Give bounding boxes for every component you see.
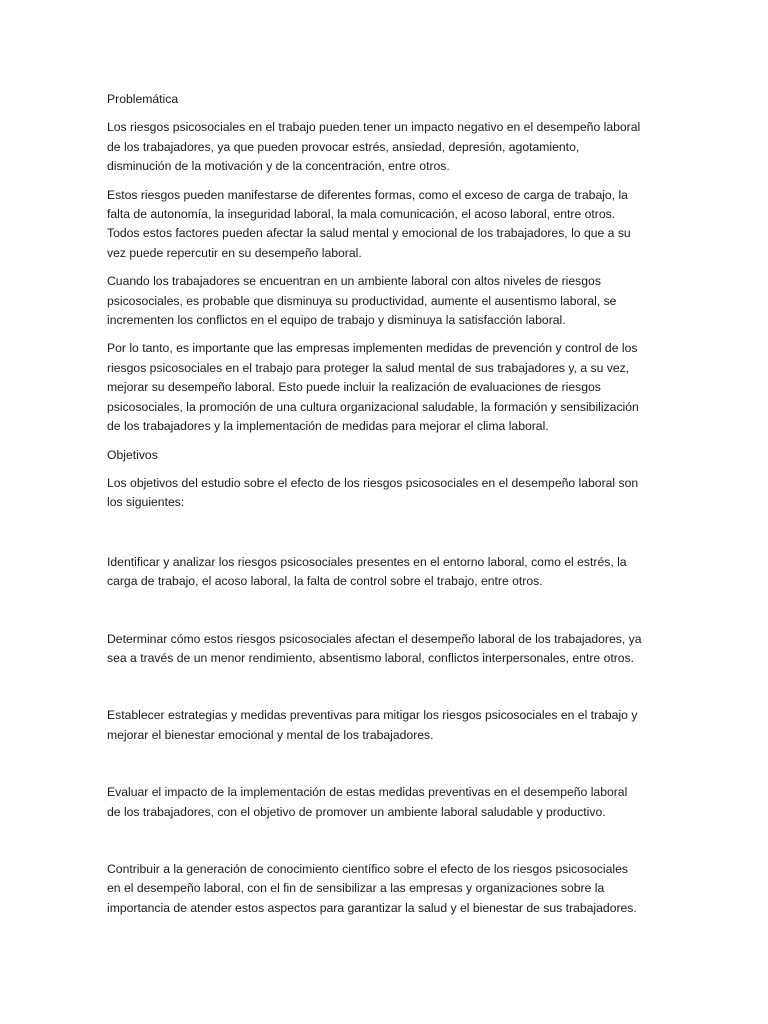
heading-objetivos: Objetivos [107,447,158,462]
objective-item-2: Determinar cómo estos riesgos psicosociales afectan el desempeño laboral de los trabajadores, ya sea a través de un menor rendimiento, absentismo laboral, conflictos interpersonales, entre otros. [107,631,642,665]
objective-item-4: Evaluar el impacto de la implementación de estas medidas preventivas en el desempeño laboral de los trabajadores, con el objetivo de promover un ambiente laboral saludable y productivo. [107,785,628,819]
objective-item-1: Identificar y analizar los riesgos psicosociales presentes en el entorno laboral, como el estrés, la carga de trabajo, el acoso laboral, la falta de control sobre el trabajo, entre otros. [107,554,627,589]
objective-item-5: Contribuir a la generación de conocimiento científico sobre el efecto de los riesgos psicosociales en el desempeño laboral, con el fin de sensibilizar a las empresas y organizaciones sobre la importancia de atender estos aspectos para garantizar la salud y el bienestar de sus trabajadores. [107,861,637,915]
problem-paragraph-3: Cuando los trabajadores se encuentran en un ambiente laboral con altos niveles de riesgos psicosociales, es probable que disminuya su productividad, aumente el ausentismo laboral, se incrementen los conflictos en el equipo de trabajo y disminuya la satisfacción laboral. [107,274,617,328]
problem-paragraph-4: Por lo tanto, es importante que las empresas implementen medidas de prevención y control de los riesgos psicosociales en el trabajo para proteger la salud mental de sus trabajadores y, a su vez, mejorar su desempeño laboral. Esto puede incluir la realización de evaluaciones de riesgos psicosociales, la promoción de una cultura organizacional saludable, la formación y sensibilización de los trabajadores y la implementación de medidas para mejorar el clima laboral. [107,341,639,434]
objective-item-3: Establecer estrategias y medidas preventivas para mitigar los riesgos psicosociales en el trabajo y mejorar el bienestar emocional y mental de los trabajadores. [107,708,638,742]
objectives-intro: Los objetivos del estudio sobre el efecto de los riesgos psicosociales en el desempeño laboral son los siguientes: [107,475,639,510]
heading-problematica: Problemática [107,92,179,106]
problem-paragraph-2: Estos riesgos pueden manifestarse de diferentes formas, como el exceso de carga de trabajo, la falta de autonomía, la inseguridad laboral, la mala comunicación, el acoso laboral, entre otros. Todos estos factores pueden afectar la salud mental y emocional de los trabajadores, lo que a su vez puede repercutir en su desempeño laboral. [107,187,631,260]
problem-paragraph-1: Los riesgos psicosociales en el trabajo pueden tener un impacto negativo en el desempeño laboral de los trabajadores, ya que pueden provocar estrés, ansiedad, depresión, agotamiento, disminución de la motivación y de la concentración, entre otros. [107,120,641,174]
